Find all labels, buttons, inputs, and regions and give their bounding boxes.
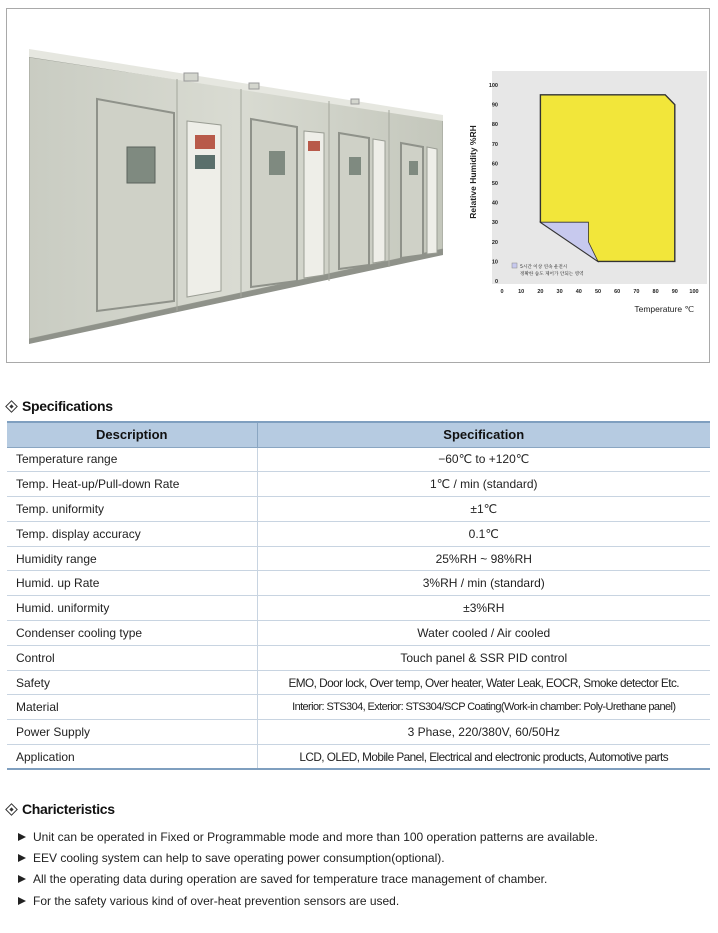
y-tick-label: 80 bbox=[491, 122, 498, 129]
x-tick-label: 100 bbox=[689, 289, 699, 295]
x-tick-label: 50 bbox=[594, 289, 602, 295]
list-item bbox=[18, 890, 708, 911]
row-value: Water cooled / Air cooled bbox=[257, 621, 710, 646]
row-description: Humidity range bbox=[7, 546, 257, 571]
row-value: 1℃ / min (standard) bbox=[257, 472, 710, 497]
chart-legend-swatch bbox=[512, 263, 517, 268]
table-row bbox=[7, 621, 710, 646]
row-value: −60℃ to +120℃ bbox=[257, 447, 710, 472]
row-description: Humid. up Rate bbox=[7, 571, 257, 596]
x-tick-label: 30 bbox=[556, 289, 563, 295]
list-item-text: All the operating data during operation are saved for temperature trace management of chamber. bbox=[33, 872, 548, 887]
row-value: 0.1℃ bbox=[257, 521, 710, 546]
triangle-bullet-icon bbox=[18, 854, 26, 862]
controllable-area-polygon bbox=[540, 95, 674, 262]
row-description: Temp. display accuracy bbox=[7, 521, 257, 546]
x-tick-label: 90 bbox=[671, 289, 678, 295]
table-row bbox=[7, 670, 710, 695]
y-tick-label: 50 bbox=[491, 181, 498, 187]
product-image-box bbox=[6, 8, 710, 363]
row-description: Power Supply bbox=[7, 720, 257, 745]
table-row bbox=[7, 521, 710, 546]
specifications-heading-text: Specifications bbox=[22, 398, 113, 414]
row-value: EMO, Door lock, Over temp, Over heater, Water Leak, EOCR, Smoke detector Etc. bbox=[257, 670, 710, 695]
x-tick-label: 0 bbox=[500, 289, 504, 295]
diamond-bullet-icon bbox=[5, 803, 18, 816]
y-tick-label: 100 bbox=[488, 83, 498, 89]
x-tick-label: 10 bbox=[518, 289, 525, 295]
table-header-row bbox=[7, 422, 710, 447]
y-axis-label: Relative Humidity %RH bbox=[468, 125, 478, 219]
list-item bbox=[18, 869, 708, 890]
col-description-header: Description bbox=[7, 422, 257, 447]
x-tick-label: 80 bbox=[652, 289, 659, 295]
table-row bbox=[7, 645, 710, 670]
table-row bbox=[7, 546, 710, 571]
triangle-bullet-icon bbox=[18, 833, 26, 841]
col-specification-header: Specification bbox=[257, 422, 710, 447]
row-description: Temperature range bbox=[7, 447, 257, 472]
characteristics-heading bbox=[4, 801, 115, 817]
table-row bbox=[7, 571, 710, 596]
x-tick-label: 70 bbox=[633, 289, 640, 295]
y-tick-label: 10 bbox=[491, 259, 498, 266]
triangle-bullet-icon bbox=[18, 897, 26, 905]
row-value: Touch panel & SSR PID control bbox=[257, 645, 710, 670]
row-value: 3 Phase, 220/380V, 60/50Hz bbox=[257, 720, 710, 745]
row-description: Temp. Heat-up/Pull-down Rate bbox=[7, 472, 257, 497]
list-item-text: EEV cooling system can help to save operating power consumption(optional). bbox=[33, 850, 445, 865]
y-tick-label: 30 bbox=[491, 220, 498, 227]
table-row bbox=[7, 497, 710, 522]
x-tick-label: 60 bbox=[614, 289, 621, 295]
table-row bbox=[7, 720, 710, 745]
list-item-text: For the safety various kind of over-heat prevention sensors are used. bbox=[33, 893, 400, 908]
characteristics-heading-text: Charicteristics bbox=[22, 801, 115, 817]
row-value: ±3%RH bbox=[257, 596, 710, 621]
row-description: Application bbox=[7, 745, 257, 770]
x-tick-label: 40 bbox=[575, 289, 582, 295]
chart-legend-line-2: 정확한 습도 제어가 안되는 영역 bbox=[520, 272, 584, 277]
row-description: Condenser cooling type bbox=[7, 621, 257, 646]
walk-in-chamber-photo bbox=[29, 49, 443, 344]
list-item bbox=[18, 826, 708, 847]
row-description: Temp. uniformity bbox=[7, 497, 257, 522]
triangle-bullet-icon bbox=[18, 875, 26, 883]
x-tick-label: 20 bbox=[537, 289, 544, 295]
table-row bbox=[7, 695, 710, 720]
y-tick-label: 40 bbox=[491, 200, 498, 207]
row-value: 25%RH ~ 98%RH bbox=[257, 546, 710, 571]
y-tick-label: 20 bbox=[491, 239, 498, 246]
row-description: Humid. uniformity bbox=[7, 596, 257, 621]
specifications-table bbox=[7, 421, 710, 770]
x-axis-label: Temperature ℃ bbox=[634, 304, 694, 314]
row-description: Material bbox=[7, 695, 257, 720]
row-value: Interior: STS304, Exterior: STS304/SCP Coating(Work-in chamber: Poly-Urethane panel) bbox=[257, 695, 710, 720]
list-item-text: Unit can be operated in Fixed or Programmable mode and more than 100 operation patterns are available. bbox=[33, 829, 599, 844]
list-item bbox=[18, 847, 708, 868]
table-row bbox=[7, 472, 710, 497]
row-value: LCD, OLED, Mobile Panel, Electrical and electronic products, Automotive parts bbox=[257, 745, 710, 770]
y-tick-label: 60 bbox=[491, 161, 498, 168]
y-tick-label: 70 bbox=[491, 141, 498, 148]
row-description: Control bbox=[7, 645, 257, 670]
row-description: Safety bbox=[7, 670, 257, 695]
row-value: ±1℃ bbox=[257, 497, 710, 522]
chart-legend-line-1: 5시간 이상 연속 운전시 bbox=[520, 265, 568, 270]
diamond-bullet-icon bbox=[5, 400, 18, 413]
humidity-temperature-chart bbox=[462, 64, 712, 334]
characteristics-list bbox=[18, 826, 708, 911]
specifications-heading bbox=[4, 398, 113, 414]
y-tick-label: 90 bbox=[491, 102, 498, 109]
row-value: 3%RH / min (standard) bbox=[257, 571, 710, 596]
table-row bbox=[7, 447, 710, 472]
table-row bbox=[7, 745, 710, 770]
table-row bbox=[7, 596, 710, 621]
y-tick-label: 0 bbox=[494, 279, 498, 285]
